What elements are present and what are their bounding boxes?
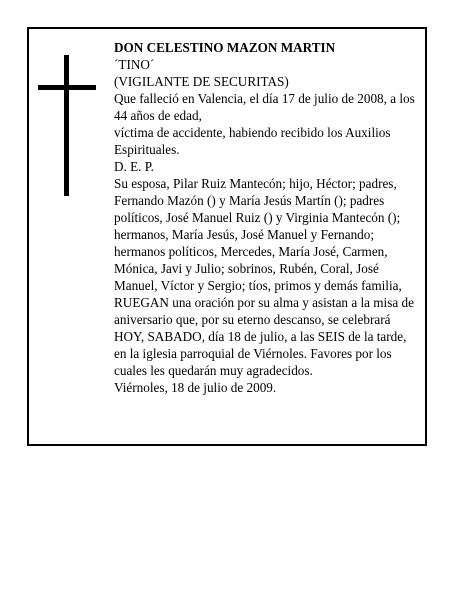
cross-vertical-bar	[64, 55, 69, 196]
family-announcement: Su esposa, Pilar Ruiz Mantecón; hijo, Héctor; padres, Fernando Mazón () y María Jesús Martín (); padres políticos, José Manuel Ruiz () y Virginia Mantecón (); hermanos, María Jesús, José Manuel y Fernando; hermanos políticos, Mercedes, María José, Carmen, Mónica, Javi y Julio; sobrinos, Rubén, Coral, José Manuel, Víctor y Sergio; tíos, primos y demás familia, RUEGAN una oración por su alma y asistan a la misa de aniversario que, por su eterno descanso, se celebrará HOY, SABADO, día 18 de julio, a las SEIS de la tarde, en la iglesia parroquial de Viérnoles. Favores por los cuales les quedarán muy agradecidos.	[114, 176, 414, 378]
cross-icon	[38, 55, 98, 196]
cross-horizontal-bar	[38, 85, 96, 90]
rest-in-peace: D. E. P.	[114, 159, 154, 174]
place-and-date: Viérnoles, 18 de julio de 2009.	[114, 380, 277, 395]
deceased-nickname: ´TINO´	[114, 57, 155, 72]
death-details: Que falleció en Valencia, el día 17 de julio de 2008, a los 44 años de edad,	[114, 91, 415, 123]
death-cause: víctima de accidente, habiendo recibido los Auxilios Espirituales.	[114, 125, 391, 157]
deceased-name: DON CELESTINO MAZON MARTIN	[114, 40, 336, 55]
obituary-text	[114, 39, 419, 396]
deceased-occupation: (VIGILANTE DE SECURITAS)	[114, 74, 289, 89]
